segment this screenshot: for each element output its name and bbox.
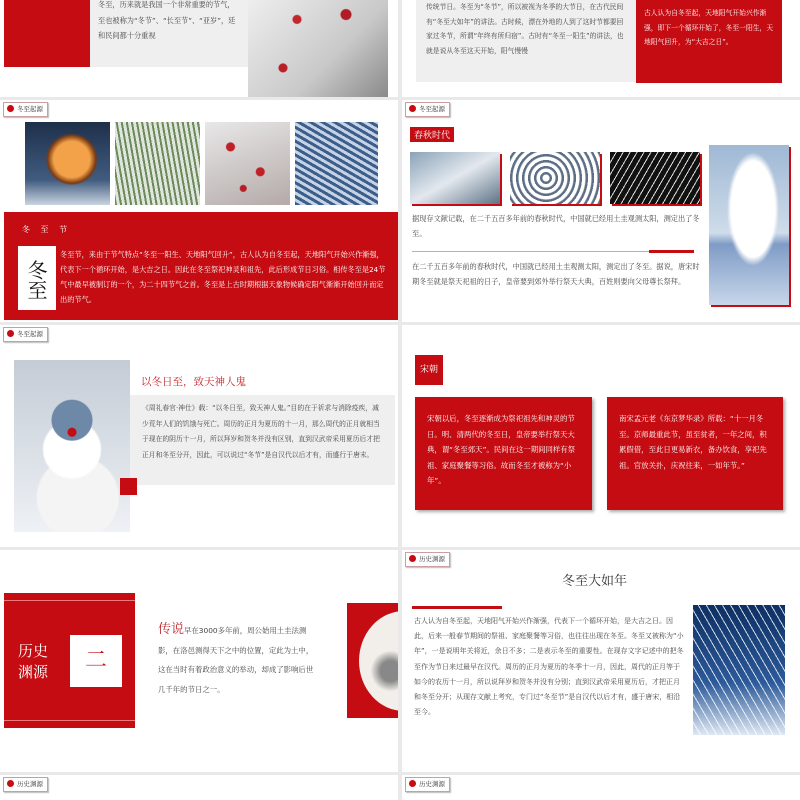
- red-block: [4, 0, 90, 67]
- tag-label: 冬至起源: [419, 105, 445, 113]
- body-text: 古人认为自冬至起，天地阳气开始兴作渐强，代表下一个循环开始，是大吉之日。因此，后来一般春节期间的祭祖、家庭聚餐等习俗，也往往出现在冬至。冬至又被称为“小年”，一是说明年关将近，余日不多；二是表示冬至的重要性。在现存文字记述中的把冬至作为节日来过最早在汉代。周历的正月为夏历的冬季十一月，因此，周代的正月等于如今的农历十一月，所以说拜岁和贺冬并没有分别；直到汉武帝采用夏历后，才把正月和冬至分开；从现存文献上考究，专门过“冬至节”是自汉代以后才有，盛于唐宋，相沿至今。: [414, 617, 684, 717]
- dot-icon: [7, 105, 14, 112]
- dot-icon: [7, 330, 14, 337]
- era-para-2: 在二千五百多年前的春秋时代，中国就已经用土圭观测太阳，测定出了冬至。据说，唐宋时期冬至就是祭天祀祖的日子，皇帝要到郊外举行祭天大典，百姓则要向父母尊长祭拜。: [412, 262, 700, 286]
- slide-row1-left[interactable]: [0, 0, 398, 97]
- ink-painting-circle: [359, 611, 398, 711]
- slide-row5-left[interactable]: [0, 775, 398, 800]
- frosted-pine-photo: [295, 122, 378, 205]
- slide-row4-left[interactable]: [0, 550, 398, 772]
- slide-row4-right[interactable]: [402, 550, 800, 772]
- era-label: 春秋时代: [410, 127, 454, 142]
- title-underline: [412, 606, 502, 609]
- section-tag: [3, 327, 48, 342]
- section-title: 历史渊源: [18, 642, 49, 681]
- gray-text: 传统节日。冬至为“冬节”，所以被视为冬季的大节日，在古代民间有“冬至大如年”的讲法。古时候，漂在外地的人到了这时节都要回家过冬节，所谓“年终有所归宿”。古时有“冬至一阳生”的讲法，也就是说从冬至这天开始，阳气慢慢: [426, 3, 624, 55]
- era-para-1: 据现存文献记载，在二千五百多年前的春秋时代，中国就已经用土圭观测太阳，测定出了冬至。: [412, 214, 700, 238]
- dynasty-label: 宋朝: [415, 355, 443, 385]
- song-card-1: [415, 397, 592, 510]
- festival-panel: [4, 212, 398, 320]
- quote-title: 以冬日至，致天神人鬼: [141, 376, 246, 388]
- frosted-grass-photo: [115, 122, 200, 205]
- snowy-tree-photo: [709, 145, 789, 305]
- section-tag: [405, 102, 450, 117]
- calligraphy-image: [18, 246, 56, 310]
- dot-icon: [409, 555, 416, 562]
- gray-text-box: [416, 0, 636, 82]
- legend-text: 早在3000多年前，周公始用土圭法测影，在洛邑测得天下之中的位置，定此为土中，这在当时有着政治意义的举动，却成了影响后世几千年的节日之一。: [158, 626, 314, 694]
- red-text: 古人认为自冬至起，天地阳气开始兴作渐强，即下一个循环开始了，冬至一阳生，天地阳气回升，为“大吉之日”。: [644, 9, 774, 46]
- slide-row3-right[interactable]: [402, 325, 800, 547]
- song-card-2: [607, 397, 783, 510]
- section-cover: [4, 593, 135, 728]
- frost-leaves-photo: [510, 152, 600, 204]
- festival-text: 冬至节，来由于节气特点“冬至一阳生、天地阳气回升”，古人认为自冬至起，天地阳气开始兴作渐强，代表下一个循环开始，是大吉之日。因此在冬至祭祀神灵和祖先，此后形成节日习俗。相传冬至是24节气中最早被制订的一个，为二十四节气之首。冬至是上古时期根据天象物候确定阳气渐渐开始回升而定出的节气。: [60, 250, 386, 304]
- section-tag: [3, 102, 48, 117]
- painting-frame: [347, 603, 398, 718]
- tag-label: 历史渊源: [419, 780, 445, 788]
- frost-branch-photo: [410, 152, 500, 204]
- section-number: 二: [84, 648, 107, 673]
- intro-text: 冬至，历来就是我国一个非常重要的节气，至也被称为“冬节”、“长至节”、“亚岁”，廷和民间都十分重视: [98, 0, 236, 40]
- line-bottom: [4, 720, 135, 721]
- tag-label: 冬至起源: [17, 105, 43, 113]
- frozen-bubble-photo: [25, 122, 110, 205]
- card-text: 宋朝以后，冬至逐渐成为祭祀祖先和神灵的节日。明、清两代的冬至日，皇帝要举行祭天大典，谓“冬至郊天”。民间在这一期间同样有祭祖、家庭聚餐等习俗。故而冬至才被称为“小年”。: [427, 414, 576, 485]
- tag-label: 冬至起源: [17, 330, 43, 338]
- red-berries-photo: [248, 0, 388, 97]
- section-tag: [405, 552, 450, 567]
- dot-icon: [409, 780, 416, 787]
- line-top: [4, 600, 135, 601]
- slide-row2-right[interactable]: [402, 100, 800, 322]
- calligraphy-text: 冬至: [24, 260, 48, 300]
- quote-text: 《周礼春官·神仕》载：“以冬日至，致天神人鬼。”目的在于祈求与消除疫疾，减少荒年人们的饥饿与死亡。周历的正月为夏历的十一月，那么周代的正月就相当于现在的阴历十一月，所以拜岁和贺冬并没有区别，直到汉武帝采用夏历后才把正月和冬至分开，因此，可以说过“冬节”是自汉代以后才有，而盛行于唐末。: [130, 395, 395, 485]
- slide-row5-right[interactable]: [402, 775, 800, 800]
- red-accent-square: [120, 478, 137, 495]
- slide-row3-left[interactable]: [0, 325, 398, 547]
- snowy-berries-photo: [205, 122, 290, 205]
- tag-label: 历史渊源: [419, 555, 445, 563]
- section-tag: [405, 777, 450, 792]
- frost-crystal-photo: [693, 605, 785, 735]
- section-tag: [3, 777, 48, 792]
- tag-label: 历史渊源: [17, 780, 43, 788]
- dark-branch-photo: [610, 152, 700, 204]
- divider-accent: [649, 250, 694, 253]
- slide-title: 冬至大如年: [562, 574, 628, 589]
- section-number-box: [70, 635, 122, 687]
- card-text: 南宋孟元老《东京梦华录》所载：“十一月冬至。京师最重此节，虽至贫者，一年之间，积累假借，至此日更易新衣，备办饮食，享祀先祖。官放关扑，庆祝往来，一如年节。”: [619, 414, 767, 470]
- panel-title: 冬 至 节: [22, 225, 72, 234]
- legend-text-block: [158, 620, 318, 699]
- slide-row2-left[interactable]: [0, 100, 398, 322]
- dot-icon: [409, 105, 416, 112]
- red-text-box: [636, 0, 782, 83]
- snowman-photo: [14, 360, 130, 532]
- slide-row1-right[interactable]: [402, 0, 800, 97]
- dot-icon: [7, 780, 14, 787]
- legend-lead: 传说: [158, 622, 185, 637]
